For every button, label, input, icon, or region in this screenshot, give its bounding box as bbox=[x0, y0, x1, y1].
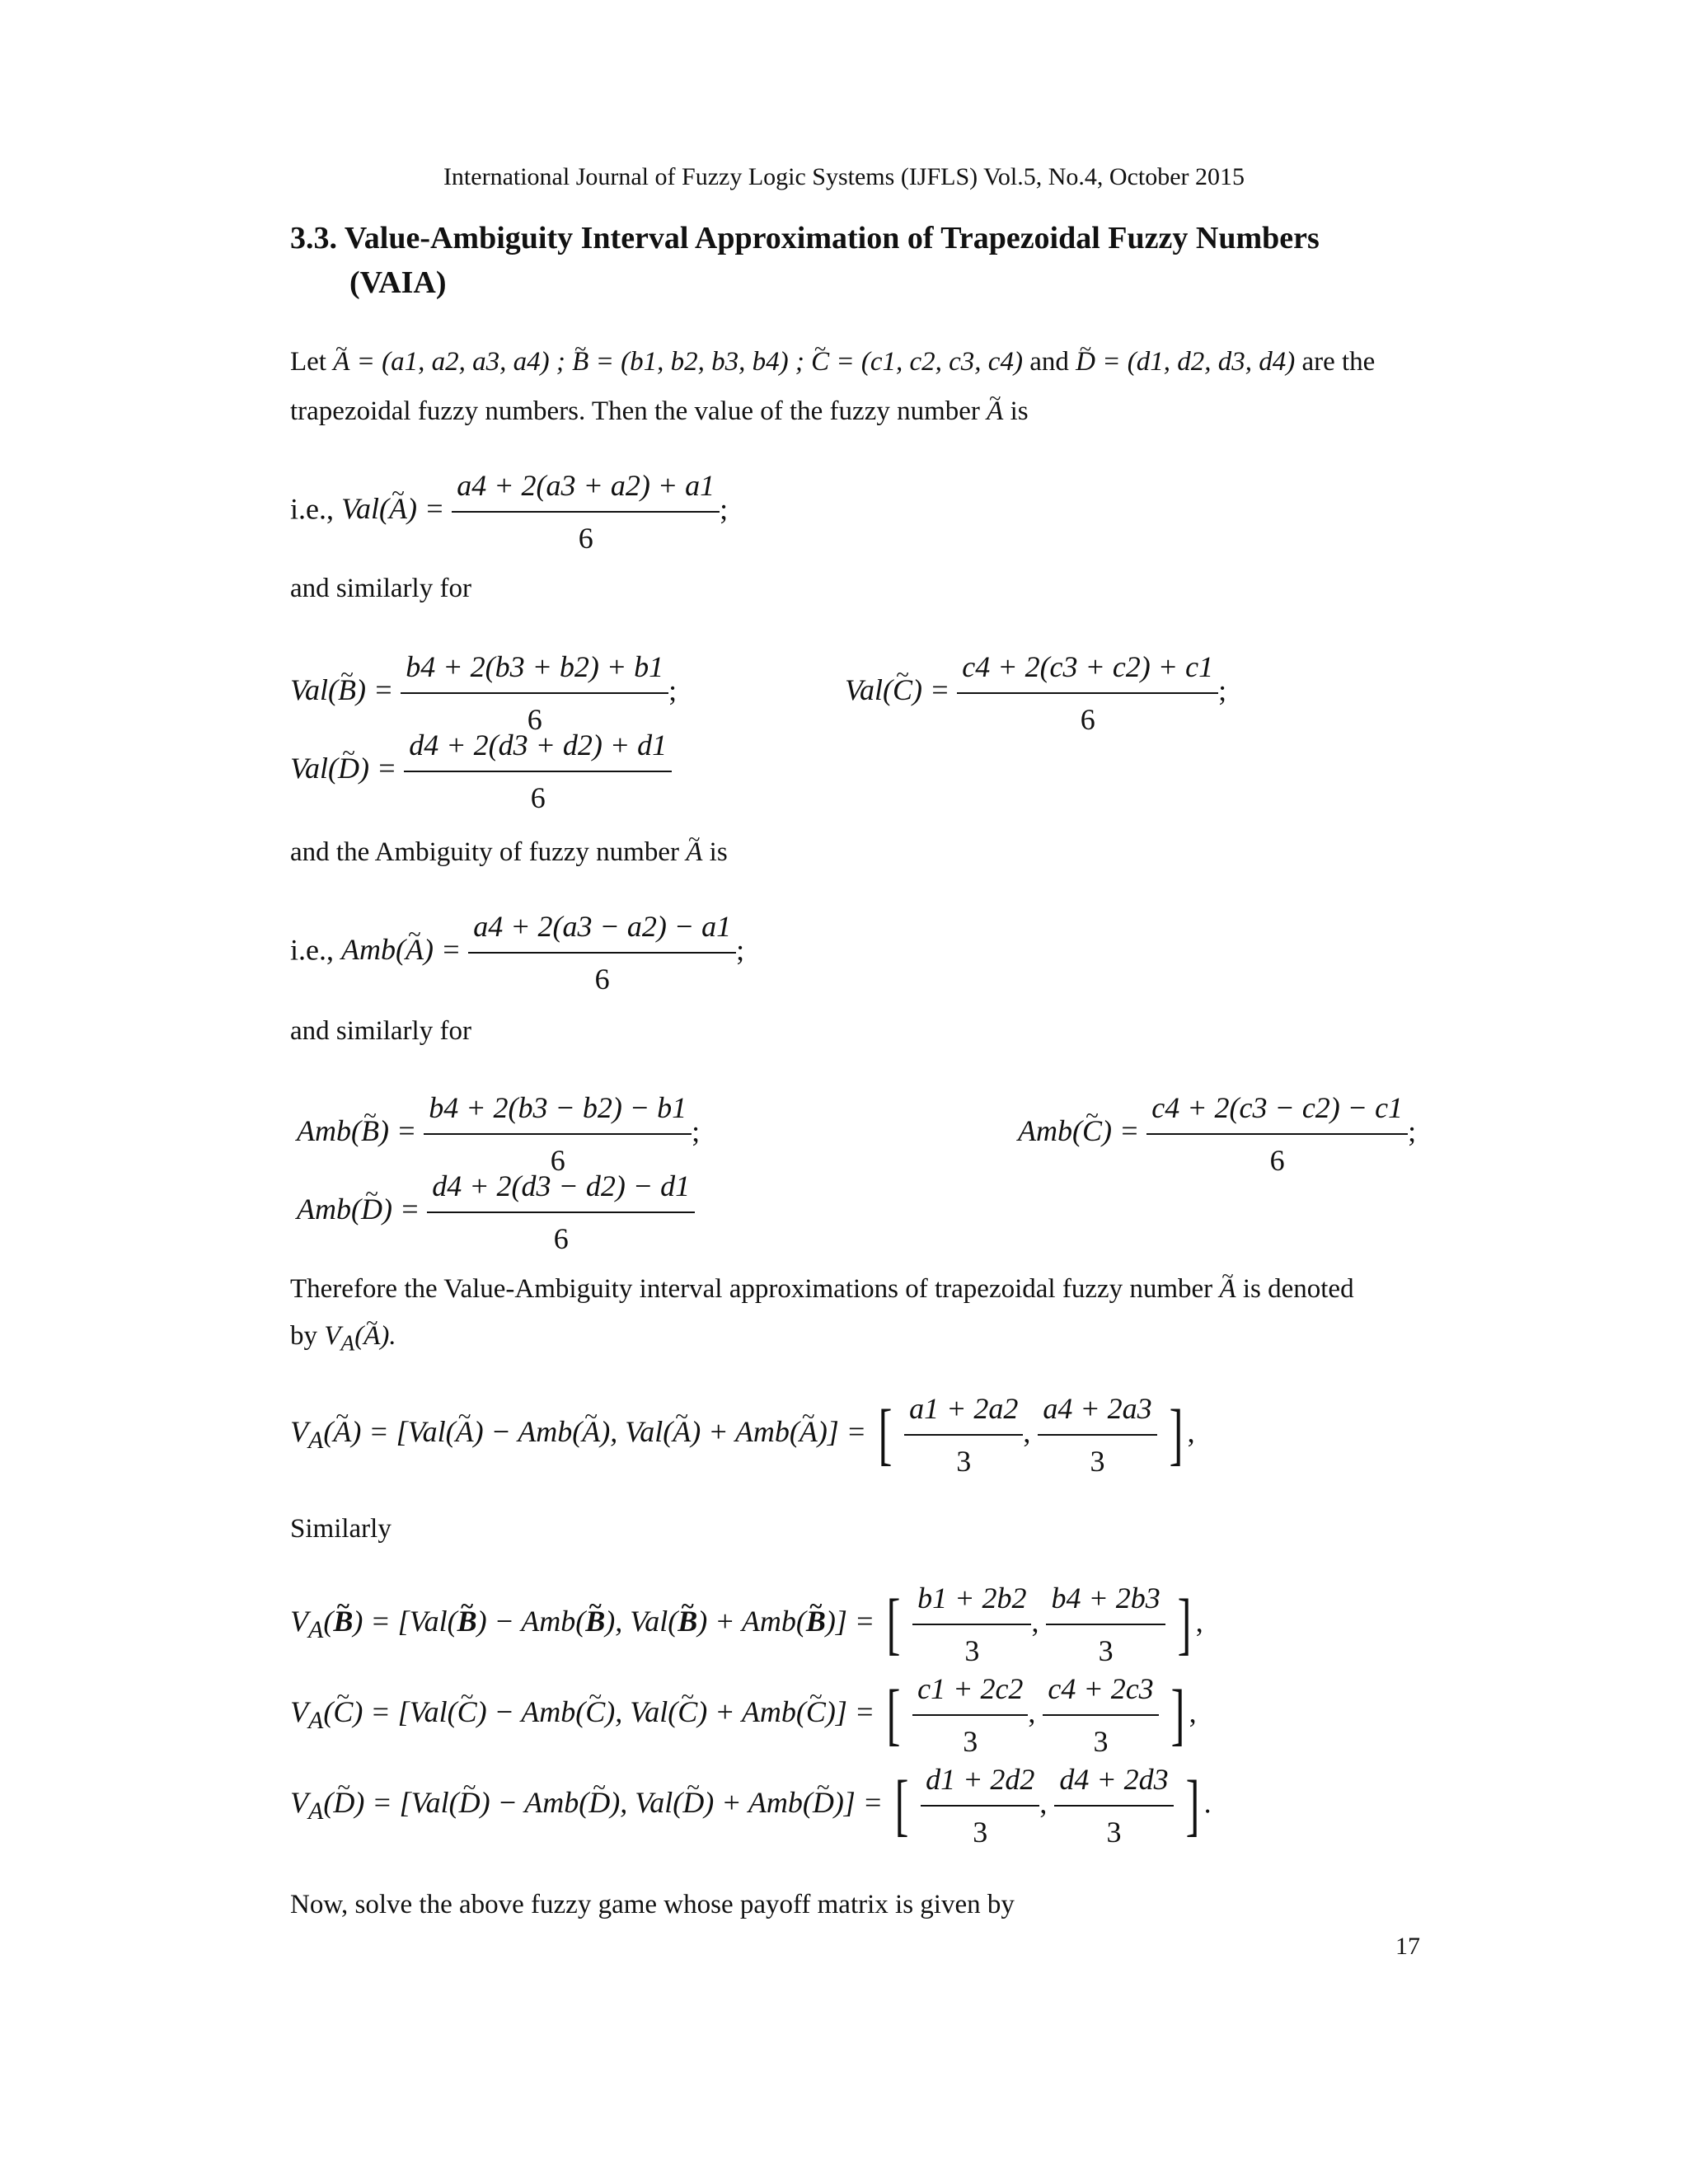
vaia-B-right-numerator: b4 + 2b3 bbox=[1046, 1574, 1165, 1625]
val-B-equation: Val(~ B) = $\frac{b4 + 2(b3 + b2) + b1}{6}$ ; bbox=[290, 643, 677, 743]
denominator: 6 bbox=[1269, 1144, 1285, 1177]
symbol-D: ~ D bbox=[1076, 338, 1095, 386]
intro-are-the: are the bbox=[1301, 347, 1376, 377]
running-header: International Journal of Fuzzy Logic Systems (IJFLS) Vol.5, No.4, October 2015 bbox=[443, 163, 1245, 190]
intro-D-def: = (d1, d2, d3, d4) bbox=[1102, 347, 1296, 377]
therefore-line1 bbox=[290, 1265, 1354, 1313]
vaia-B-equation: $V_A(\sim$ B) = [Val(~ B) − Amb(~ B), Val(~ B) + Amb(~ B)] = [ $\frac{b1 + 2b2}{3}$ , $\frac{b4 + 2b3}{3}$ ] , bbox=[290, 1574, 1203, 1675]
amb-A-numerator: a4 + 2(a3 − a2) − a1 bbox=[468, 902, 736, 954]
symbol-A: ~ A bbox=[1219, 1265, 1236, 1313]
intro-line2-text: trapezoidal fuzzy numbers. Then the value of the fuzzy number bbox=[290, 396, 980, 426]
ie-label: i.e., bbox=[290, 492, 334, 526]
intro-C-def: = (c1, c2, c3, c4) bbox=[836, 347, 1023, 377]
vaia-C-right-numerator: c4 + 2c3 bbox=[1043, 1665, 1158, 1716]
val-D-equation: Val(~ D) = $\frac{d4 + 2(d3 + d2) + d1}{6}$ bbox=[290, 721, 672, 822]
val-C-numerator: c4 + 2(c3 + c2) + c1 bbox=[957, 643, 1218, 694]
denominator: 3 bbox=[964, 1634, 980, 1667]
denominator: 6 bbox=[530, 781, 546, 814]
symbol-A: ~ A bbox=[333, 338, 349, 386]
page-number: 17 bbox=[1395, 1933, 1420, 1960]
therefore-text: Therefore the Value-Ambiguity interval approximations of trapezoidal fuzzy number bbox=[290, 1274, 1213, 1304]
val-A-numerator: a4 + 2(a3 + a2) + a1 bbox=[452, 462, 720, 513]
amb-intro bbox=[290, 828, 728, 876]
vaia-A-left-numerator: a1 + 2a2 bbox=[904, 1385, 1023, 1436]
denominator: 6 bbox=[553, 1222, 569, 1255]
therefore-by: by bbox=[290, 1321, 317, 1351]
denominator: 6 bbox=[1080, 703, 1095, 736]
amb-intro-text: and the Ambiguity of fuzzy number bbox=[290, 837, 679, 867]
vaia-D-right-numerator: d4 + 2d3 bbox=[1054, 1755, 1173, 1807]
vaia-A-equation: $V_A(\sim$ A) = [Val(~ A) − Amb(~ A), Val(~ A) + Amb(~ A)] = [ $\frac{a1 + 2a2}{3}$ , $\frac{a4 + 2a3}{3}$ ] , bbox=[290, 1385, 1195, 1485]
section-title-line2: (VAIA) bbox=[349, 265, 447, 300]
amb-B-equation: Amb(~ B) = $\frac{b4 + 2(b3 - b2) - b1}{6}$ ; bbox=[297, 1084, 700, 1184]
val-D-numerator: d4 + 2(d3 + d2) + d1 bbox=[404, 721, 672, 772]
amb-intro-end: is bbox=[709, 837, 728, 867]
section-title-line1: 3.3. Value-Ambiguity Interval Approximation of Trapezoidal Fuzzy Numbers bbox=[290, 221, 1320, 255]
denominator: 3 bbox=[973, 1816, 988, 1849]
val-A-equation: i.e., Val(~ A) = $\frac{a4 + 2(a3 + a2) + a1}{6}$ ; bbox=[290, 462, 728, 562]
denominator: 3 bbox=[956, 1445, 972, 1478]
intro-line1 bbox=[290, 338, 1375, 386]
denominator: 3 bbox=[963, 1725, 978, 1758]
similarly-for-1: and similarly for bbox=[290, 574, 471, 603]
symbol-A: ~ A bbox=[987, 387, 1003, 435]
symbol-A: ~ A bbox=[686, 828, 702, 876]
intro-line2 bbox=[290, 387, 1029, 435]
vaia-D-equation: $V_A(\sim$ D) = [Val(~ D) − Amb(~ D), Val(~ D) + Amb(~ D)] = [ $\frac{d1 + 2d2}{3}$ , $\frac{d4 + 2d3}{3}$ ] . bbox=[290, 1755, 1212, 1856]
denominator: 3 bbox=[1106, 1816, 1122, 1849]
amb-A-equation: i.e., Amb(~ A) = $\frac{a4 + 2(a3 - a2) - a1}{6}$ ; bbox=[290, 902, 744, 1003]
vaia-C-left-numerator: c1 + 2c2 bbox=[912, 1665, 1028, 1716]
denominator: 3 bbox=[1093, 1725, 1109, 1758]
denominator: 3 bbox=[1090, 1445, 1105, 1478]
intro-A-def: = (a1, a2, a3, a4) ; bbox=[356, 347, 565, 377]
denominator: 6 bbox=[527, 703, 542, 736]
denominator: 6 bbox=[594, 963, 610, 996]
intro-let: Let bbox=[290, 347, 326, 377]
similarly-label: Similarly bbox=[290, 1514, 392, 1544]
amb-C-numerator: c4 + 2(c3 − c2) − c1 bbox=[1146, 1084, 1408, 1135]
amb-C-equation: Amb(~ C) = $\frac{c4 + 2(c3 - c2) - c1}{6}$ ; bbox=[1018, 1084, 1416, 1184]
vaia-B-left-numerator: b1 + 2b2 bbox=[912, 1574, 1031, 1625]
intro-and: and bbox=[1029, 347, 1069, 377]
section-title bbox=[290, 216, 1320, 305]
vaia-C-equation: $V_A(\sim$ C) = [Val(~ C) − Amb(~ C), Val(~ C) + Amb(~ C)] = [ $\frac{c1 + 2c2}{3}$ , $\frac{c4 + 2c3}{3}$ ] , bbox=[290, 1665, 1197, 1765]
therefore-end: is denoted bbox=[1242, 1274, 1354, 1304]
amb-D-numerator: d4 + 2(d3 − d2) − d1 bbox=[427, 1162, 695, 1213]
denominator: 6 bbox=[550, 1144, 565, 1177]
intro-line2-end: is bbox=[1010, 396, 1029, 426]
symbol-C: ~ C bbox=[811, 338, 829, 386]
val-C-equation: Val(~ C) = $\frac{c4 + 2(c3 + c2) + c1}{6}$ ; bbox=[845, 643, 1226, 743]
val-B-numerator: b4 + 2(b3 + b2) + b1 bbox=[401, 643, 668, 694]
therefore-line2: by $V_A(\sim$ A). bbox=[290, 1312, 396, 1367]
vaia-D-left-numerator: d1 + 2d2 bbox=[921, 1755, 1039, 1807]
vaia-A-right-numerator: a4 + 2a3 bbox=[1038, 1385, 1156, 1436]
amb-D-equation: Amb(~ D) = $\frac{d4 + 2(d3 - d2) - d1}{6}$ bbox=[297, 1162, 695, 1263]
amb-B-numerator: b4 + 2(b3 − b2) − b1 bbox=[424, 1084, 692, 1135]
now-solve-text: Now, solve the above fuzzy game whose payoff matrix is given by bbox=[290, 1890, 1015, 1919]
ie-label: i.e., bbox=[290, 933, 334, 967]
denominator: 3 bbox=[1098, 1634, 1114, 1667]
similarly-for-2: and similarly for bbox=[290, 1016, 471, 1046]
intro-B-def: = (b1, b2, b3, b4) ; bbox=[595, 347, 804, 377]
symbol-B: ~ B bbox=[572, 338, 588, 386]
denominator: 6 bbox=[578, 522, 593, 555]
